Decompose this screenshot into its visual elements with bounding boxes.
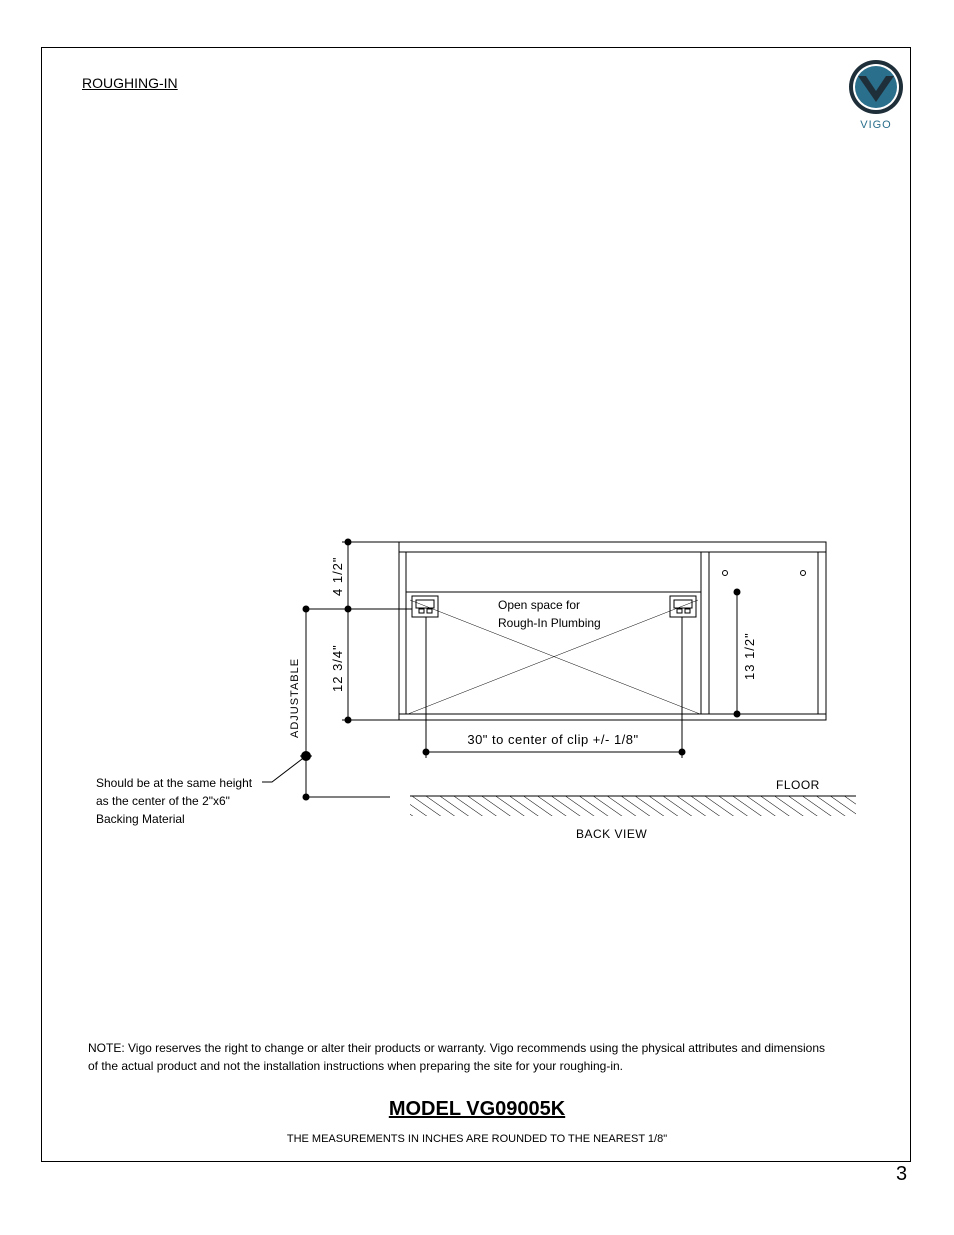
measurement-note: THE MEASUREMENTS IN INCHES ARE ROUNDED TO THE NEAREST 1/8" — [286, 1133, 668, 1145]
dim-middle-text: 12 3/4" — [330, 644, 345, 692]
disclaimer-note — [88, 1039, 868, 1075]
dim-right-text: 13 1/2" — [742, 632, 757, 680]
floor-text: FLOOR — [776, 778, 820, 792]
floor-hatch — [410, 796, 856, 816]
cabinet-inner-left — [406, 552, 701, 714]
page-number: 3 — [896, 1163, 908, 1185]
cabinet-top-rail — [399, 542, 826, 552]
model-number: MODEL VG09005K — [388, 1098, 566, 1120]
logo-text: VIGO — [860, 119, 892, 130]
vanity-cabinet — [399, 542, 826, 720]
hole-icon — [723, 571, 728, 576]
cabinet-inner-right — [709, 552, 818, 714]
clip-left-icon — [412, 596, 438, 617]
back-view-text: BACK VIEW — [576, 827, 648, 841]
model-heading — [0, 1098, 954, 1121]
section-title: ROUGHING-IN — [82, 75, 178, 91]
callout-line3: Backing Material — [96, 812, 185, 826]
callout-leader — [262, 756, 306, 782]
note-line1: NOTE: Vigo reserves the right to change or alter their products or warranty. Vigo recommends using the physical attributes and dimensions — [88, 1041, 826, 1055]
callout-line2: as the center of the 2"x6" — [96, 794, 230, 808]
cabinet-outer — [399, 542, 826, 720]
open-space-line1: Open space for — [498, 598, 581, 612]
callout-line1: Should be at the same height — [96, 776, 253, 790]
hole-icon — [801, 571, 806, 576]
open-space-label — [498, 596, 601, 632]
open-space-line2: Rough-In Plumbing — [498, 616, 601, 630]
adjustable-text: ADJUSTABLE — [289, 657, 301, 738]
backing-callout — [96, 774, 252, 828]
clip-right-icon — [670, 596, 696, 617]
note-line2: of the actual product and not the installation instructions when preparing the site for your roughing-in. — [88, 1059, 623, 1073]
left-dimension-lines — [300, 542, 412, 797]
dim-width-text: 30" to center of clip +/- 1/8" — [467, 732, 639, 747]
dim-top-text: 4 1/2" — [330, 556, 345, 596]
